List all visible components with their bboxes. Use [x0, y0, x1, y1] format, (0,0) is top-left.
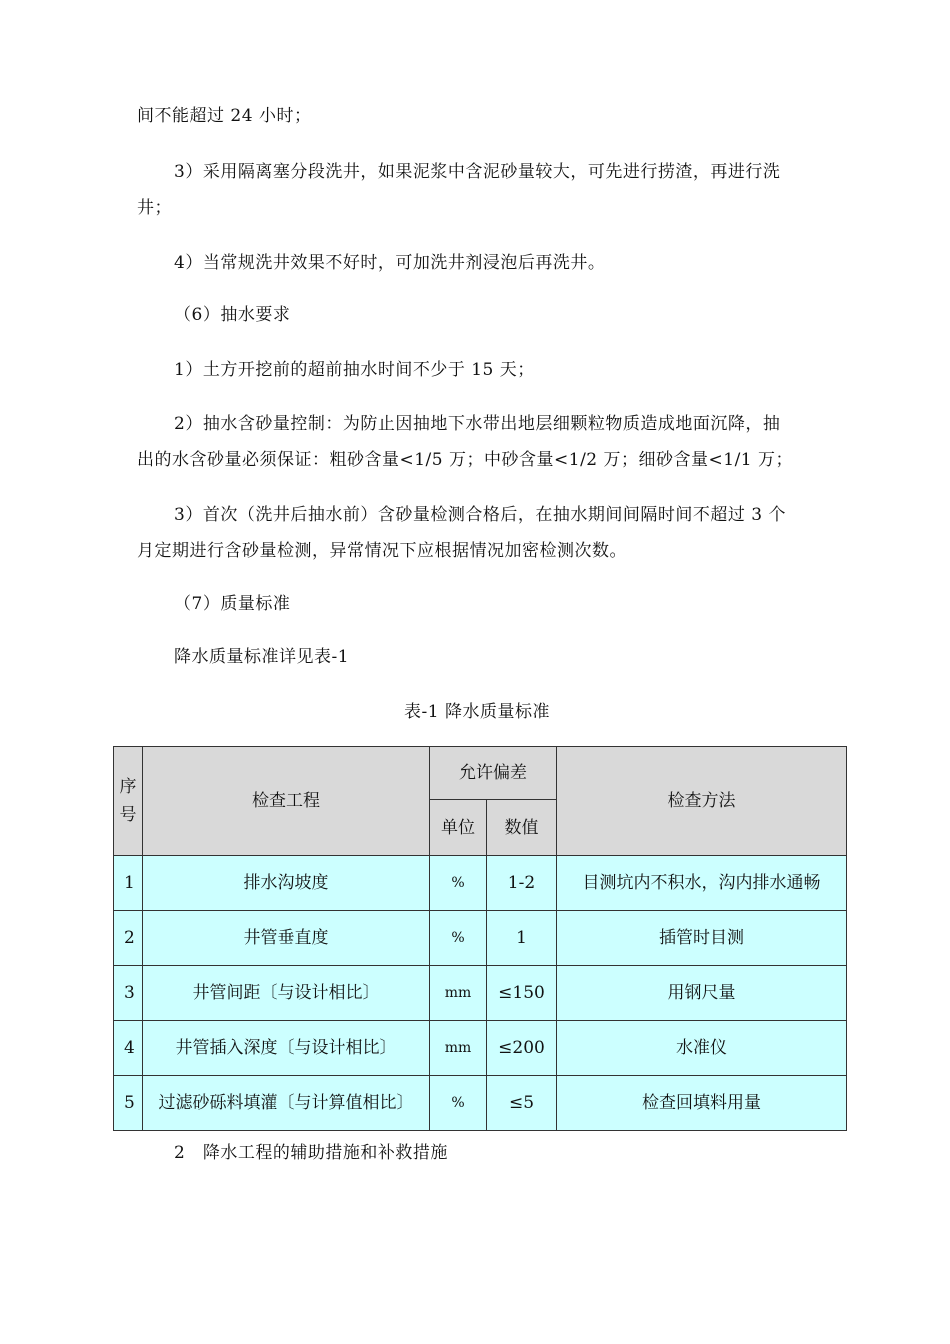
row-seq: 2: [114, 911, 143, 966]
table-row: [114, 911, 847, 966]
row-unit: mm: [430, 966, 487, 1021]
row-method: 水准仪: [557, 1021, 847, 1076]
table-row: [114, 1021, 847, 1076]
paragraph-line: 3）采用隔离塞分段洗井，如果泥浆中含泥砂量较大，可先进行捞渣，再进行洗: [174, 162, 781, 182]
paragraph-line: 3）首次（洗井后抽水前）含砂量检测合格后，在抽水期间间隔时间不超过 3 个: [174, 505, 786, 525]
row-seq: 5: [114, 1076, 143, 1131]
quality-standard-table: [113, 746, 847, 1131]
row-unit: mm: [430, 1021, 487, 1076]
row-seq: 1: [114, 856, 143, 911]
row-seq: 4: [114, 1021, 143, 1076]
header-tolerance: 允许偏差: [430, 747, 557, 800]
row-item: 井管插入深度〔与设计相比〕: [143, 1021, 430, 1076]
table-row: [114, 1076, 847, 1131]
row-value: ≤150: [487, 966, 557, 1021]
paragraph-line: 2）抽水含砂量控制：为防止因抽地下水带出地层细颗粒物质造成地面沉降，抽: [174, 414, 781, 434]
section-heading: （7）质量标准: [174, 594, 291, 614]
row-value: 1-2: [487, 856, 557, 911]
paragraph-line: 井；: [137, 198, 172, 218]
row-seq: 3: [114, 966, 143, 1021]
table-caption: 表-1 降水质量标准: [404, 702, 550, 722]
paragraph-line: 出的水含砂量必须保证：粗砂含量<1/5 万；中砂含量<1/2 万；细砂含量<1/1 万；: [137, 450, 794, 470]
row-item: 排水沟坡度: [143, 856, 430, 911]
row-method: 检查回填料用量: [557, 1076, 847, 1131]
paragraph-line: 降水质量标准详见表-1: [174, 647, 350, 667]
row-item: 井管间距〔与设计相比〕: [143, 966, 430, 1021]
row-value: 1: [487, 911, 557, 966]
row-unit: %: [430, 911, 487, 966]
row-unit: %: [430, 1076, 487, 1131]
section-heading: 2 降水工程的辅助措施和补救措施: [174, 1143, 448, 1163]
section-heading: （6）抽水要求: [174, 305, 291, 325]
row-method: 用钢尺量: [557, 966, 847, 1021]
header-method: 检查方法: [557, 747, 847, 856]
paragraph-line: 4）当常规洗井效果不好时，可加洗井剂浸泡后再洗井。: [174, 253, 606, 273]
row-method: 插管时目测: [557, 911, 847, 966]
header-item: 检查工程: [143, 747, 430, 856]
table-row: [114, 966, 847, 1021]
row-unit: %: [430, 856, 487, 911]
header-unit: 单位: [430, 800, 487, 856]
row-method: 目测坑内不积水，沟内排水通畅: [557, 856, 847, 911]
paragraph-line: 间不能超过 24 小时；: [137, 106, 312, 126]
header-seq: 序号: [114, 747, 143, 856]
row-value: ≤200: [487, 1021, 557, 1076]
header-value: 数值: [487, 800, 557, 856]
row-item: 井管垂直度: [143, 911, 430, 966]
table-row: [114, 856, 847, 911]
row-value: ≤5: [487, 1076, 557, 1131]
paragraph-line: 1）土方开挖前的超前抽水时间不少于 15 天；: [174, 360, 535, 380]
row-item: 过滤砂砾料填灌〔与计算值相比〕: [143, 1076, 430, 1131]
paragraph-line: 月定期进行含砂量检测，异常情况下应根据情况加密检测次数。: [137, 541, 627, 561]
